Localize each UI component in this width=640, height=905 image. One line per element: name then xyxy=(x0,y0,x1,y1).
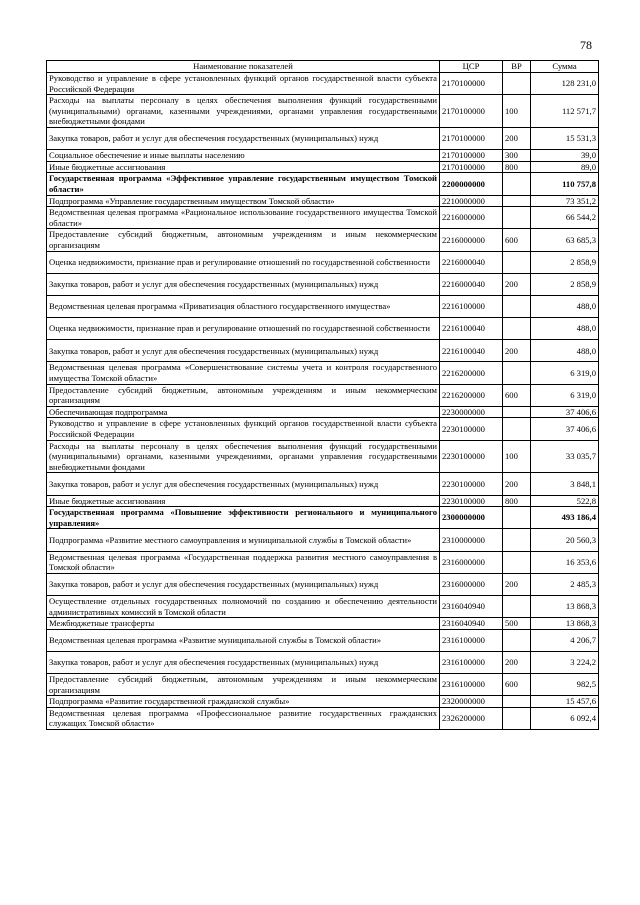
row-vr-cell xyxy=(503,318,531,340)
table-row xyxy=(47,251,599,273)
row-csr-cell: 2216000040 xyxy=(440,251,503,273)
table-row xyxy=(47,127,599,149)
row-csr-cell: 2230100000 xyxy=(440,440,503,473)
row-sum-cell: 15 531,3 xyxy=(531,127,599,149)
row-name-cell: Закупка товаров, работ и услуг для обеспечения государственных (муниципальных) нужд xyxy=(47,651,440,673)
row-sum-cell: 66 544,2 xyxy=(531,207,599,229)
table-row xyxy=(47,473,599,495)
row-vr-cell xyxy=(503,418,531,440)
row-vr-cell: 200 xyxy=(503,473,531,495)
row-vr-cell: 200 xyxy=(503,273,531,295)
row-name-cell: Оценка недвижимости, признание прав и регулирование отношений по государственной собственности xyxy=(47,318,440,340)
row-csr-cell: 2326200000 xyxy=(440,707,503,729)
row-vr-cell: 600 xyxy=(503,384,531,406)
row-sum-cell: 488,0 xyxy=(531,318,599,340)
table-row xyxy=(47,295,599,317)
row-name-cell: Руководство и управление в сфере установленных функций органов государственной власти субъекта Российской Федерации xyxy=(47,418,440,440)
row-csr-cell: 2230100000 xyxy=(440,473,503,495)
row-vr-cell xyxy=(503,195,531,207)
row-name-cell: Закупка товаров, работ и услуг для обеспечения государственных (муниципальных) нужд xyxy=(47,473,440,495)
row-name-cell: Руководство и управление в сфере установленных функций органов государственной власти субъекта Российской Федерации xyxy=(47,73,440,95)
row-vr-cell: 500 xyxy=(503,618,531,630)
header-csr: ЦСР xyxy=(440,61,503,73)
row-sum-cell: 73 351,2 xyxy=(531,195,599,207)
row-csr-cell: 2316000000 xyxy=(440,551,503,573)
row-csr-cell: 2216100000 xyxy=(440,295,503,317)
row-csr-cell: 2316100000 xyxy=(440,651,503,673)
row-sum-cell: 15 457,6 xyxy=(531,696,599,708)
row-sum-cell: 112 571,7 xyxy=(531,95,599,128)
table-row xyxy=(47,207,599,229)
row-sum-cell: 20 560,3 xyxy=(531,529,599,551)
table-row xyxy=(47,707,599,729)
row-sum-cell: 63 685,3 xyxy=(531,229,599,251)
table-row xyxy=(47,362,599,384)
row-sum-cell: 16 353,6 xyxy=(531,551,599,573)
row-sum-cell: 488,0 xyxy=(531,340,599,362)
row-name-cell: Расходы на выплаты персоналу в целях обеспечения выполнения функций государственными (муниципальными) органами, казенными учреждениями, органами управления государственными внебюджетными фондами xyxy=(47,95,440,128)
table-body xyxy=(47,73,599,730)
row-vr-cell xyxy=(503,629,531,651)
row-vr-cell: 600 xyxy=(503,229,531,251)
row-vr-cell: 200 xyxy=(503,651,531,673)
row-name-cell: Подпрограмма «Развитие государственной гражданской службы» xyxy=(47,696,440,708)
row-name-cell: Предоставление субсидий бюджетным, автономным учреждениям и иным некоммерческим организациям xyxy=(47,384,440,406)
table-row xyxy=(47,618,599,630)
table-row xyxy=(47,696,599,708)
row-name-cell: Закупка товаров, работ и услуг для обеспечения государственных (муниципальных) нужд xyxy=(47,127,440,149)
table-row xyxy=(47,595,599,617)
row-vr-cell: 100 xyxy=(503,95,531,128)
row-csr-cell: 2316040940 xyxy=(440,618,503,630)
table-row xyxy=(47,161,599,173)
row-name-cell: Социальное обеспечение и иные выплаты населению xyxy=(47,150,440,162)
row-sum-cell: 4 206,7 xyxy=(531,629,599,651)
header-sum: Сумма xyxy=(531,61,599,73)
row-name-cell: Ведомственная целевая программа «Профессиональное развитие государственных гражданских служащих Томской области» xyxy=(47,707,440,729)
header-vr: ВР xyxy=(503,61,531,73)
row-csr-cell: 2216200000 xyxy=(440,384,503,406)
row-csr-cell: 2310000000 xyxy=(440,529,503,551)
row-vr-cell xyxy=(503,295,531,317)
row-csr-cell: 2230100000 xyxy=(440,495,503,507)
row-name-cell: Ведомственная целевая программа «Рациональное использование государственного имущества Томской области» xyxy=(47,207,440,229)
row-name-cell: Иные бюджетные ассигнования xyxy=(47,495,440,507)
row-csr-cell: 2230000000 xyxy=(440,406,503,418)
row-sum-cell: 2 858,9 xyxy=(531,251,599,273)
table-row xyxy=(47,340,599,362)
table-row xyxy=(47,150,599,162)
row-name-cell: Ведомственная целевая программа «Государственная поддержка развития местного самоуправления в Томской области» xyxy=(47,551,440,573)
row-name-cell: Межбюджетные трансферты xyxy=(47,618,440,630)
table-row xyxy=(47,629,599,651)
row-sum-cell: 110 757,8 xyxy=(531,173,599,195)
row-name-cell: Расходы на выплаты персоналу в целях обеспечения выполнения функций государственными (муниципальными) органами, казенными учреждениями, органами управления государственными внебюджетными фондами xyxy=(47,440,440,473)
row-csr-cell: 2316100000 xyxy=(440,674,503,696)
table-row xyxy=(47,73,599,95)
table-row xyxy=(47,674,599,696)
row-sum-cell: 488,0 xyxy=(531,295,599,317)
row-vr-cell xyxy=(503,529,531,551)
row-vr-cell xyxy=(503,507,531,529)
row-vr-cell xyxy=(503,173,531,195)
row-sum-cell: 3 848,1 xyxy=(531,473,599,495)
table-row xyxy=(47,173,599,195)
row-name-cell: Подпрограмма «Развитие местного самоуправления и муниципальной службы в Томской области» xyxy=(47,529,440,551)
table-row xyxy=(47,495,599,507)
row-csr-cell: 2316040940 xyxy=(440,595,503,617)
row-csr-cell: 2216200000 xyxy=(440,362,503,384)
row-csr-cell: 2316000000 xyxy=(440,573,503,595)
row-sum-cell: 522,8 xyxy=(531,495,599,507)
row-sum-cell: 128 231,0 xyxy=(531,73,599,95)
table-row xyxy=(47,195,599,207)
row-sum-cell: 37 406,6 xyxy=(531,418,599,440)
row-vr-cell xyxy=(503,73,531,95)
table-row xyxy=(47,95,599,128)
row-csr-cell: 2216100040 xyxy=(440,340,503,362)
row-sum-cell: 6 319,0 xyxy=(531,362,599,384)
row-vr-cell: 800 xyxy=(503,161,531,173)
row-csr-cell: 2170100000 xyxy=(440,161,503,173)
row-csr-cell: 2170100000 xyxy=(440,150,503,162)
row-name-cell: Предоставление субсидий бюджетным, автономным учреждениям и иным некоммерческим организациям xyxy=(47,229,440,251)
row-vr-cell xyxy=(503,696,531,708)
row-csr-cell: 2230100000 xyxy=(440,418,503,440)
row-csr-cell: 2170100000 xyxy=(440,95,503,128)
row-csr-cell: 2320000000 xyxy=(440,696,503,708)
row-sum-cell: 493 186,4 xyxy=(531,507,599,529)
row-vr-cell xyxy=(503,207,531,229)
row-sum-cell: 37 406,6 xyxy=(531,406,599,418)
row-vr-cell xyxy=(503,406,531,418)
table-row xyxy=(47,318,599,340)
row-sum-cell: 2 485,3 xyxy=(531,573,599,595)
row-csr-cell: 2316100000 xyxy=(440,629,503,651)
row-sum-cell: 13 868,3 xyxy=(531,595,599,617)
row-vr-cell xyxy=(503,362,531,384)
row-name-cell: Обеспечивающая подпрограмма xyxy=(47,406,440,418)
table-row xyxy=(47,507,599,529)
row-name-cell: Подпрограмма «Управление государственным имуществом Томской области» xyxy=(47,195,440,207)
row-csr-cell: 2300000000 xyxy=(440,507,503,529)
row-vr-cell: 300 xyxy=(503,150,531,162)
row-sum-cell: 33 035,7 xyxy=(531,440,599,473)
row-name-cell: Закупка товаров, работ и услуг для обеспечения государственных (муниципальных) нужд xyxy=(47,573,440,595)
row-name-cell: Оценка недвижимости, признание прав и регулирование отношений по государственной собственности xyxy=(47,251,440,273)
row-name-cell: Закупка товаров, работ и услуг для обеспечения государственных (муниципальных) нужд xyxy=(47,340,440,362)
row-name-cell: Закупка товаров, работ и услуг для обеспечения государственных (муниципальных) нужд xyxy=(47,273,440,295)
row-csr-cell: 2200000000 xyxy=(440,173,503,195)
row-vr-cell: 200 xyxy=(503,127,531,149)
row-sum-cell: 39,0 xyxy=(531,150,599,162)
row-csr-cell: 2216000040 xyxy=(440,273,503,295)
page-number: 78 xyxy=(580,38,592,52)
row-sum-cell: 3 224,2 xyxy=(531,651,599,673)
row-vr-cell: 600 xyxy=(503,674,531,696)
row-vr-cell xyxy=(503,251,531,273)
table-row xyxy=(47,551,599,573)
row-sum-cell: 89,0 xyxy=(531,161,599,173)
row-name-cell: Ведомственная целевая программа «Приватизация областного государственного имущества» xyxy=(47,295,440,317)
table-row xyxy=(47,418,599,440)
table-row xyxy=(47,406,599,418)
table-header-row xyxy=(47,61,599,73)
row-vr-cell: 200 xyxy=(503,573,531,595)
row-name-cell: Предоставление субсидий бюджетным, автономным учреждениям и иным некоммерческим организациям xyxy=(47,674,440,696)
row-sum-cell: 6 092,4 xyxy=(531,707,599,729)
row-name-cell: Иные бюджетные ассигнования xyxy=(47,161,440,173)
row-csr-cell: 2210000000 xyxy=(440,195,503,207)
row-csr-cell: 2216000000 xyxy=(440,207,503,229)
row-vr-cell xyxy=(503,707,531,729)
row-csr-cell: 2170100000 xyxy=(440,127,503,149)
header-name: Наименование показателей xyxy=(47,61,440,73)
row-name-cell: Осуществление отдельных государственных полномочий по созданию и обеспечению деятельности административных комиссий в Томской области xyxy=(47,595,440,617)
row-sum-cell: 982,5 xyxy=(531,674,599,696)
row-sum-cell: 2 858,9 xyxy=(531,273,599,295)
row-sum-cell: 6 319,0 xyxy=(531,384,599,406)
row-name-cell: Государственная программа «Повышение эффективности регионального и муниципального управления» xyxy=(47,507,440,529)
row-vr-cell xyxy=(503,595,531,617)
row-name-cell: Ведомственная целевая программа «Совершенствование системы учета и контроля государственного имущества Томской области» xyxy=(47,362,440,384)
row-sum-cell: 13 868,3 xyxy=(531,618,599,630)
row-vr-cell: 200 xyxy=(503,340,531,362)
row-vr-cell xyxy=(503,551,531,573)
row-csr-cell: 2216100040 xyxy=(440,318,503,340)
table-row xyxy=(47,440,599,473)
table-row xyxy=(47,384,599,406)
table-row xyxy=(47,273,599,295)
table-row xyxy=(47,573,599,595)
table-row xyxy=(47,229,599,251)
row-csr-cell: 2170100000 xyxy=(440,73,503,95)
row-name-cell: Ведомственная целевая программа «Развитие муниципальной службы в Томской области» xyxy=(47,629,440,651)
row-vr-cell: 800 xyxy=(503,495,531,507)
row-name-cell: Государственная программа «Эффективное управление государственным имуществом Томской области» xyxy=(47,173,440,195)
row-vr-cell: 100 xyxy=(503,440,531,473)
table-row xyxy=(47,529,599,551)
budget-table xyxy=(46,60,599,730)
table-row xyxy=(47,651,599,673)
row-csr-cell: 2216000000 xyxy=(440,229,503,251)
